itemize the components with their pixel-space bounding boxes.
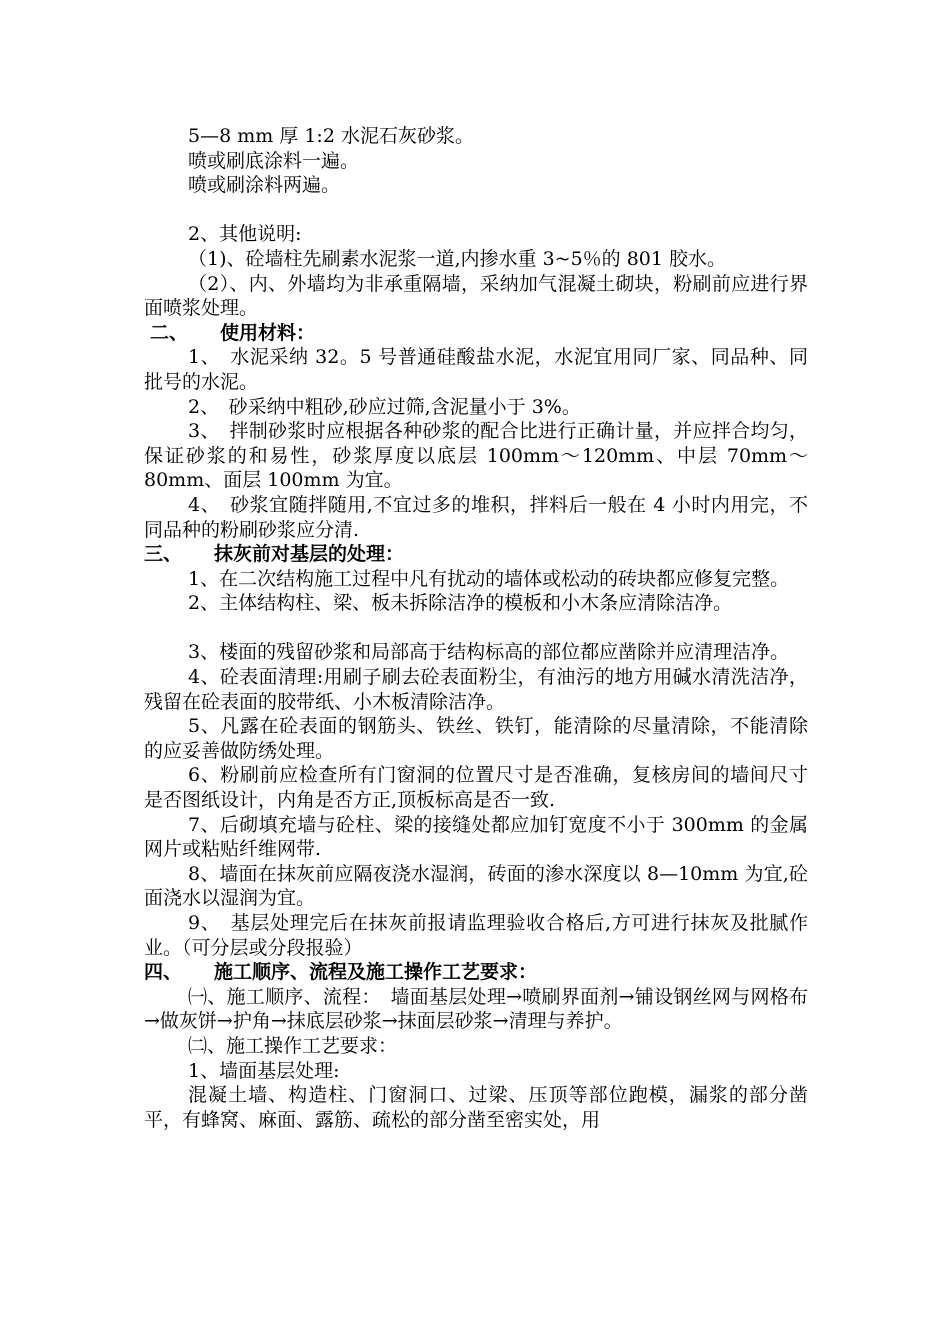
text-line: ㈡、施工操作工艺要求：	[188, 1034, 398, 1057]
list-item: 8、墙面在抹灰前应隔夜浇水湿润，砖面的渗水深度以 8—10mm 为宜,砼面浇水以湿润为宜。	[144, 862, 808, 910]
list-item: 1、在二次结构施工过程中凡有扰动的墙体或松动的砖块都应修复完整。	[188, 567, 790, 590]
list-item: 3、楼面的残留砂浆和局部高于结构标高的部位都应凿除并应清理洁净。	[188, 641, 790, 664]
section-number: 四、	[144, 961, 183, 984]
section-title: 使用材料：	[220, 321, 316, 344]
list-item: 9、 基层处理完后在抹灰前报请监理验收合格后,方可进行抹灰及批腻作业。（可分层或分段报验）	[144, 912, 808, 959]
spacer	[144, 616, 808, 641]
list-item: 4、砼表面清理:用刷子刷去砼表面粉尘，有油污的地方用碱水清洗洁净，残留在砼表面的胶带纸、小木板清除洁净。	[144, 666, 808, 713]
text-line: 5—8 mm 厚 1:2 水泥石灰砂浆。	[188, 125, 474, 147]
text-paragraph: 混凝土墙、构造柱、门窗洞口、过梁、压顶等部位跑模，漏浆的部分凿平，有蜂窝、麻面、露筋、疏松的部分凿至密实处，用	[144, 1084, 808, 1131]
text-line: 1、墙面基层处理:	[188, 1059, 340, 1082]
section-heading	[144, 542, 808, 567]
list-item: 5、凡露在砼表面的钢筋头、铁丝、铁钉，能清除的尽量清除，不能清除的应妥善做防绣处理。	[144, 715, 808, 762]
text-paragraph: （2）、内、外墙均为非承重隔墙，采纳加气混凝土砌块，粉刷前应进行界面喷浆处理。	[144, 272, 808, 320]
text-line: 喷或刷涂料两遍。	[188, 174, 341, 197]
section-number: 二、	[150, 321, 189, 344]
list-item: 1、 水泥采纳 32。5 号普通硅酸盐水泥，水泥宜用同厂家、同品种、同批号的水泥。	[144, 346, 808, 393]
list-item: 7、后砌填充墙与砼柱、梁的接缝处都应加钉宽度不小于 300mm 的金属网片或粘贴纤维网带.	[144, 813, 808, 861]
text-line: （1)、砼墙柱先刷素水泥浆一道,内掺水重 3~5％的 801 胶水。	[188, 247, 727, 270]
list-item: 2、 砂采纳中粗砂,砂应过筛,含泥量小于 3%。	[188, 395, 581, 418]
list-item: 6、粉刷前应检查所有门窗洞的位置尺寸是否准确，复核房间的墙间尺寸是否图纸设计，内角是否方正,顶板标高是否一致.	[144, 764, 808, 812]
spacer	[144, 198, 808, 223]
list-item: 4、 砂浆宜随拌随用,不宜过多的堆积，拌料后一般在 4 小时内用完，不同品种的粉刷砂浆应分清.	[144, 493, 808, 541]
text-paragraph: ㈠、施工顺序、流程： 墙面基层处理→喷刷界面剂→铺设钢丝网与网格布→做灰饼→护角→抹底层砂浆→抹面层砂浆→清理与养护。	[144, 985, 808, 1033]
document-page	[144, 124, 808, 1132]
section-number: 三、	[144, 543, 183, 566]
list-item: 3、 拌制砂浆时应根据各种砂浆的配合比进行正确计量，并应拌合均匀，保证砂浆的和易性，砂浆厚度以底层 100mm～120mm、中层 70mm～80mm、面层 100mm 为宜。	[144, 420, 808, 492]
section-title: 施工顺序、流程及施工操作工艺要求：	[214, 961, 538, 984]
section-title: 抹灰前对基层的处理：	[214, 543, 405, 566]
section-heading	[144, 321, 808, 346]
section-heading	[144, 960, 808, 985]
list-item: 2、主体结构柱、梁、板未拆除洁净的模板和小木条应清除洁净。	[188, 592, 733, 615]
text-line: 2、其他说明:	[188, 223, 302, 246]
text-line: 喷或刷底涂料一遍。	[188, 149, 360, 172]
